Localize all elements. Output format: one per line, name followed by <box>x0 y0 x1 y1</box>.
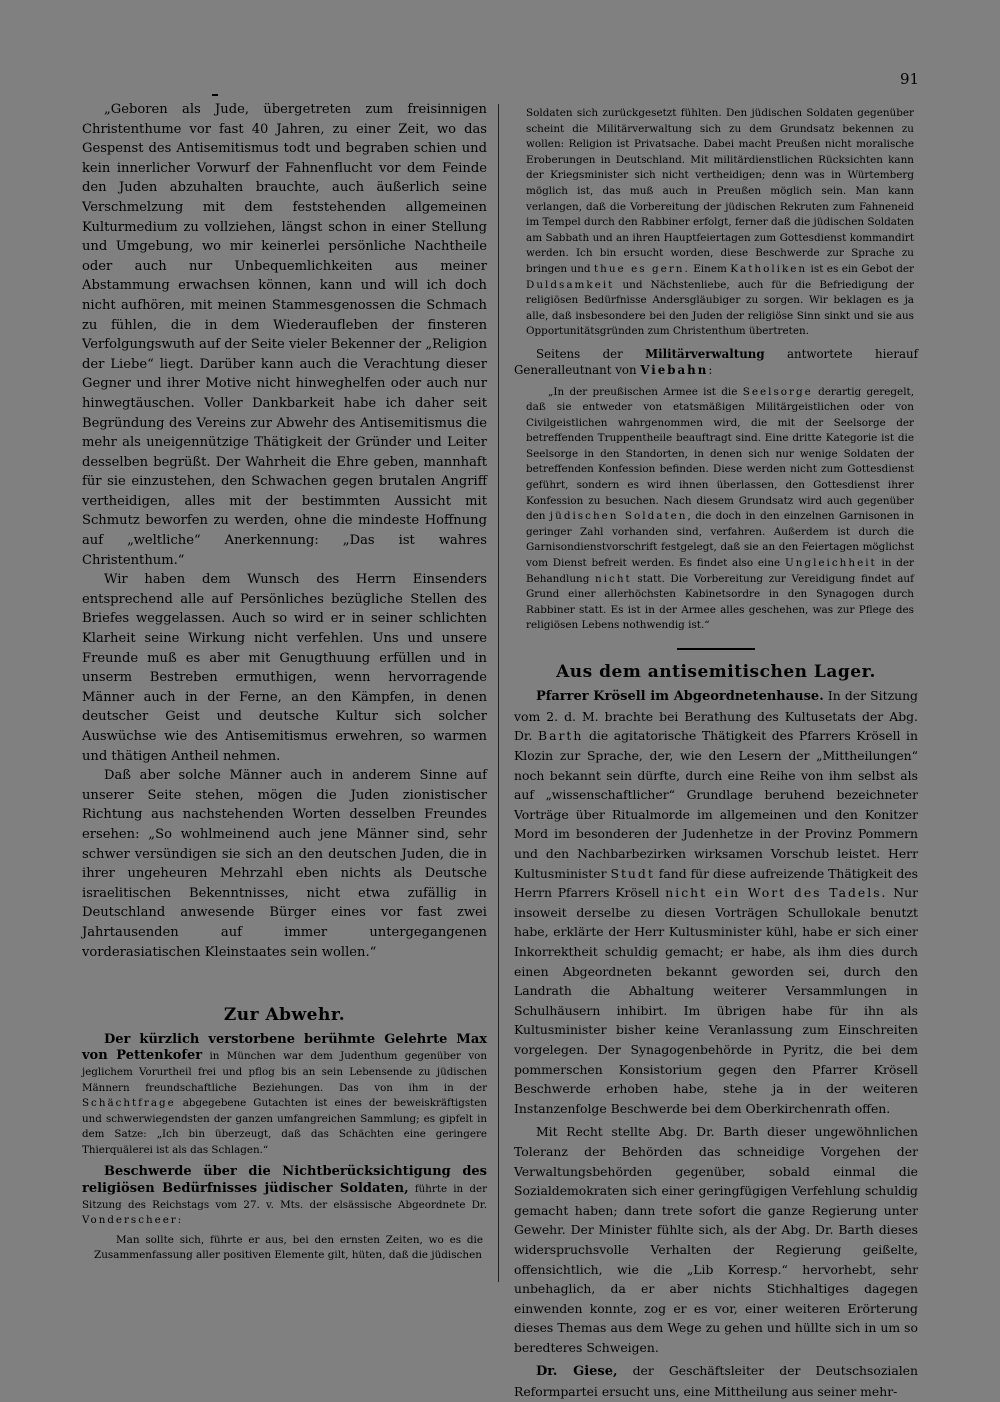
reply-quote-a: „In der preußischen Armee ist die <box>548 385 743 398</box>
pettenkofer-lead: Der kürzlich verstorbene berühmte Gelehrte Max von Pettenkofer <box>82 1031 487 1064</box>
kroesell-spaced-3: nicht ein Wort des Tadels. <box>665 885 888 901</box>
speech-text-d: und Nächstenliebe, auch für die Befriedigung der religiösen Bedürfnisse Andersgläubiger zu sorgen. Wir beklagen es ja alle, daß insbesondere bei den Juden der religiöse Sinn sinkt und sie aus Opportunitätsgründen zum Christenthum übertreten. <box>526 278 914 338</box>
complaint-text-a: führte in der Sitzung des Reichstags vom 27. v. Mts. der elsässische Abgeordnete Dr. <box>82 1183 487 1211</box>
speech-text-c: ist es ein Gebot der <box>807 262 914 275</box>
section-heading-zur-abwehr: Zur Abwehr. <box>223 1005 346 1026</box>
pettenkofer-spaced: Schächtfrage <box>82 1097 176 1110</box>
reply-text-b: antwortete hierauf Generalleutnant von <box>514 346 918 378</box>
speech-continued <box>526 106 914 340</box>
reply-quote-d: in der Behandlung <box>526 557 914 585</box>
kroesell-spaced-2: Studt <box>610 865 655 881</box>
column-divider <box>498 104 499 1282</box>
reply-bold: Militärverwaltung <box>645 346 765 361</box>
kroesell-spaced-1: Barth <box>538 728 584 744</box>
page-number: 91 <box>900 70 920 88</box>
reply-quote-spaced-1: Seelsorge <box>742 385 813 398</box>
complaint-spaced: Vonderscheer <box>82 1214 178 1227</box>
speech-spaced-2: Katholiken <box>730 262 808 275</box>
giese-text: der Geschäftsleiter der Deutschsozialen Reformpartei ersucht uns, eine Mittheilung aus seiner mehr- <box>514 1363 918 1400</box>
right-column <box>514 106 918 1402</box>
giese-paragraph <box>514 1361 918 1401</box>
reply-spaced: Viebahn <box>640 363 709 378</box>
section-heading-antisemitic-camp: Aus dem antisemitischen Lager. <box>556 662 876 682</box>
complaint-lead: Beschwerde über die Nichtberücksichtigung des religiösen Bedürfnisses jüdischer Soldaten, <box>82 1164 487 1197</box>
reply-quote-e: statt. Die Vorbereitung zur Vereidigung findet auf Grund einer allerhöchsten Kabinetsordre in den Synagogen durch Rabbiner statt. Es ist in der Armee alles geschehen, was zur Pflege des religiösen Lebens nothwendig ist.“ <box>526 572 914 632</box>
barth-paragraph: Mit Recht stellte Abg. Dr. Barth dieser ungewöhnlichen Toleranz der Behörden das schneidige Vorgehen der Verwaltungsbehörden gegenüber, sobald einmal die Sozialdemokraten sich einer geringfügigen Verfehlung schuldig gemacht haben; dann trete sofort die ganze Regierung unter Gewehr. Der Minister fühlte sich, als der Abg. Dr. Barth dieses widerspruchsvolle Verhalten der Regierung geißelte, offensichtlich, wie die „Lib Korresp.“ hervorhebt, sehr unbehaglich, da er aber nichts Stichhaltiges dagegen einwenden konnte, zog er es vor, einer weiteren Erörterung dieses Themas aus dem Wege zu gehen und hüllte sich in um so beredteres Schweigen. <box>514 1124 918 1355</box>
reply-quote <box>526 385 914 635</box>
kroesell-paragraph <box>514 686 918 1118</box>
zionism-note: Daß aber solche Männer auch in anderem Sinne auf unserer Seite stehen, mögen die Juden zionistischer Richtung aus nachstehenden Worten desselben Freundes ersehen: „So wohlmeinend auch jene Männer sind, sehr schwer versündigen sie sich an den deutschen Juden, die in ihrer ungeheuren Mehrzahl eben nichts als Deutsche israelitischen Bekenntnisses, nicht etwa zufällig in Deutschland anwesende Bürger eines vor fast zwei Jahrtausenden auf immer untergegangenen vorderasiatischen Kleinstaates sein wollen.“ <box>82 768 487 960</box>
kroesell-text-b: die agitatorische Thätigkeit des Pfarrers Krösell in Klozin zur Sprache, der, wie den Lesern der „Mittheilungen“ noch bekannt sein dürfte, durch eine Reihe von ihm selbst als auf „wissenschaftlicher“ Grundlage beruhend bezeichneter Vorträge über Ritualmorde im allgemeinen und den Konitzer Mord im besonderen der Judenhetze in der Provinz Pommern und den Nachbarbezirken wirksamen Vorschub leistet. Herr Kultusminister <box>514 728 919 881</box>
giese-lead: Dr. Giese, <box>536 1364 618 1380</box>
kroesell-text-c: fand für diese aufreizende Thätigkeit des Herrn Pfarrers Krösell <box>514 865 918 901</box>
reply-quote-spaced-4: nicht <box>595 572 632 585</box>
kroesell-text-a: In der Sitzung vom 2. d. M. brachte bei Berathung des Kultusetats der Abg. Dr. <box>514 688 918 744</box>
kroesell-lead: Pfarrer Krösell im Abgeordnetenhause. <box>536 689 824 705</box>
pettenkofer-text-a: in München war dem Judenthum gegenüber von jeglichem Vorurtheil frei und pflog bis an sein Lebensende zu jüdischen Männern freundschaftliche Beziehungen. Das von ihm in der <box>82 1050 487 1094</box>
complaint-paragraph <box>82 1164 487 1228</box>
speech-text-a: Soldaten sich zurückgesetzt fühlten. Den jüdischen Soldaten gegenüber scheint die Militärverwaltung sich zu dem Grundsatz bekennen zu wollen: Religion ist Privatsache. Dabei macht Preußen nicht moralische Eroberungen in Deutschland. Mit militärdienstlichen Rücksichten kann der Kriegsminister sich nicht vertheidigen; denn was in Würtemberg möglich ist, das muß auch in Preußen möglich sein. Man kann verlangen, daß die Vorbereitung der jüdischen Rekruten zum Fahneneid im Tempel durch den Rabbiner erfolgt, ferner daß die jüdischen Soldaten am Sabbath und an ihren Hauptfeiertagen zum Gottesdienst kommandirt werden. Ich bin ersucht worden, diese Beschwerde zur Sprache zu bringen und <box>526 107 914 275</box>
reply-text-a: Seitens der <box>536 346 646 361</box>
reply-text-c: : <box>708 363 713 378</box>
left-column <box>82 100 487 1264</box>
reply-quote-b: derartig geregelt, daß sie entweder von etatsmäßigen Militärgeistlichen oder von Civilgeistlichen wahrgenommen wird, die mit der Seelsorge der betreffenden Truppentheile beauftragt sind. Eine dritte Kategorie ist die Seelsorge in den Standorten, in denen sich nur wenige Soldaten der betreffenden Konfession befinden. Diese werden nicht zum Gottesdienst geführt, sondern es wird ihnen überlassen, den Gottesdienst ihrer Konfession zu besuchen. Nach diesem Grundsatz wird auch gegenüber den <box>526 385 914 523</box>
editor-note: Wir haben dem Wunsch des Herrn Einsenders entsprechend alle auf Persönliches bezügliche Stellen des Briefes weggelassen. Auch so wird er in seiner schlichten Klarheit seine Wirkung nicht verfehlen. Uns und unsere Freunde muß es aber mit Genugthuung erfüllen und in unserm Bestreben ermuthigen, wenn hervorragende Männer auch in der Ferne, an den Kämpfen, in denen deutscher Geist und deutsche Kultur sich solcher Auswüchse wie des Antisemitismus erwehren, so warmen und thätigen Antheil nehmen. <box>82 572 487 764</box>
section-rule <box>677 648 755 650</box>
complaint-text-b: : <box>177 1214 182 1227</box>
reply-quote-spaced-3: Ungleichheit <box>784 557 877 570</box>
speech-start: Man sollte sich, führte er aus, bei den ernsten Zeiten, wo es die Zusammenfassung aller positiven Elemente gilt, hüten, daß die jüdischen <box>94 1233 483 1262</box>
pettenkofer-text-b: abgegebene Gutachten ist eines der beweiskräftigsten und schwerwiegendsten der ganzen umfangreichen Sammlung; es gipfelt in dem Satze: „Ich bin überzeugt, daß das Schächten eine geringere Thierquälerei ist als das Schlagen.“ <box>82 1097 487 1156</box>
speech-text-b: Einem <box>689 262 731 275</box>
reply-quote-spaced-2: jüdischen Soldaten <box>549 510 688 523</box>
top-dash <box>212 94 218 96</box>
letter-quote: „Geboren als Jude, übergetreten zum freisinnigen Christenthume vor fast 40 Jahren, zu einer Zeit, wo das Gespenst des Antisemitismus todt und begraben schien und kein innerlicher Vorwurf der Fahnenflucht vor dem Feinde den Juden abzuhalten brauchte, auch äußerlich seine Verschmelzung mit dem feststehenden allgemeinen Kulturmedium zu vollziehen, längst schon in einer Stellung und Umgebung, wo mir keinerlei persönliche Nachtheile oder auch nur Unbequemlichkeiten aus meiner Abstammung erwachsen können, kann und will ich doch nicht aufhören, mit meinen Stammesgenossen die Schmach zu fühlen, die in dem Wiederaufleben der finsteren Verfolgungswuth auf der Seite vieler Bekenner der „Religion der Liebe“ liegt. Darüber kann auch die Verachtung dieser Gegner und ihrer Motive nicht hinweghelfen oder auch nur hinwegtäuschen. Voller Dankbarkeit habe ich daher seit Begründung des Vereins zur Abwehr des Antisemitismus die mehr als uneigennützige Thätigkeit der Gründer und Leiter desselben begrüßt. Der Wahrheit die Ehre geben, mannhaft für sie einzustehen, den Schwachen gegen brutalen Angriff vertheidigen, alles mit der bestimmten Aussicht mit Schmutz beworfen zu werden, ohne die mindeste Hoffnung auf „weltliche“ Anerkennung: „Das ist wahres Christenthum.“ <box>82 102 487 568</box>
speech-spaced-1: thue es gern. <box>594 262 690 275</box>
pettenkofer-paragraph <box>82 1032 487 1159</box>
reply-intro <box>514 346 918 379</box>
kroesell-text-d: Nur insoweit derselbe zu diesen Vorträgen Schullokale benutzt habe, erklärte der Herr Kultusminister kühl, habe er sich einer Inkorrektheit schuldig gemacht; er habe, als ihm dies durch einen Abgeordneten bekannt geworden sei, durch den Landrath die Abhaltung weiterer Versammlungen in Schulhäusern inhibirt. Im übrigen habe für ihn als Kultusminister bisher keine Veranlassung zum Einschreiten vorgelegen. Der Synagogenbehörde in Pyritz, die bei dem pommerschen Konsistorium gegen den Pfarrer Krösell Beschwerde erhoben habe, stehe ja in der weiteren Instanzenfolge Beschwerde bei dem Oberkirchenrath offen. <box>514 885 918 1116</box>
reply-quote-c: , die doch in den einzelnen Garnisonen in geringer Zahl vorhanden sind, verfahren. Außerdem ist durch die Garnisondienstvorschrift festgelegt, daß sie an den Feiertagen möglichst vom Dienst befreit werden. Es findet also eine <box>526 510 915 570</box>
speech-spaced-3: Duldsamkeit <box>526 278 615 291</box>
